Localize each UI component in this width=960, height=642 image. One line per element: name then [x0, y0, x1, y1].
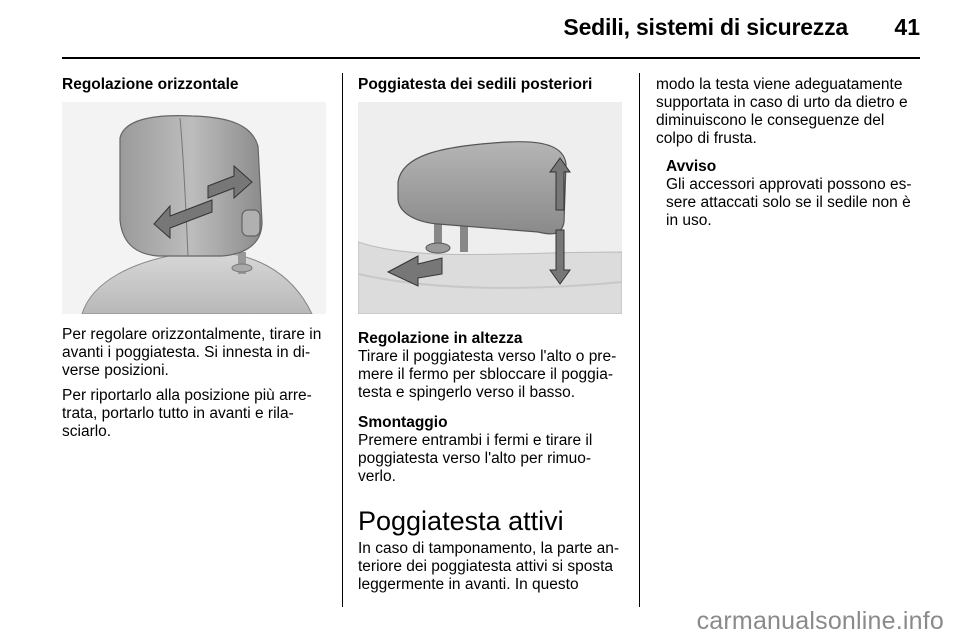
headrest-horizontal-illustration: [62, 102, 326, 314]
header-rule: [62, 57, 920, 59]
notice-text: Gli accessori approvati possono es- sere attaccati solo se il sedile non è in uso.: [666, 176, 912, 229]
paragraph-horizontal-1: Per regolare orizzontalmente, tirare in avanti i poggiatesta. Si innesta in di- verse posizioni.: [62, 326, 322, 379]
paragraph-active: In caso di tamponamento, la parte an- teriore dei poggiatesta attivi si sposta leggermente in avanti. In questo: [358, 540, 620, 593]
notice-title: Avviso: [666, 158, 717, 175]
paragraph-removal: Premere entrambi i fermi e tirare il poggiatesta verso l'alto per rimuo- verlo.: [358, 432, 593, 485]
header-title: Sedili, sistemi di sicurezza: [563, 14, 848, 40]
notice-box: [656, 158, 924, 230]
column-divider-1: [342, 73, 343, 607]
column-3: [656, 76, 924, 230]
section-heading-rear-headrests: Poggiatesta dei sedili posteriori: [358, 76, 593, 93]
watermark: carmanualsonline.info: [696, 607, 944, 635]
rear-headrest-illustration: [358, 102, 622, 314]
column-divider-2: [639, 73, 640, 607]
column-2: [358, 76, 624, 594]
sub-heading-removal: Smontaggio: [358, 414, 448, 431]
paragraph-height: Tirare il poggiatesta verso l'alto o pre- mere il fermo per sbloccare il poggia- testa e spingerlo verso il basso.: [358, 348, 617, 401]
section-heading-active-headrests: Poggiatesta attivi: [358, 506, 564, 536]
page-number: 41: [894, 14, 920, 40]
column-1: [62, 76, 328, 441]
sub-heading-height: Regolazione in altezza: [358, 330, 523, 347]
section-heading-horizontal: Regolazione orizzontale: [62, 76, 239, 93]
paragraph-continued: modo la testa viene adeguatamente supportata in caso di urto da dietro e diminuiscono le conseguenze del colpo di frusta.: [656, 76, 908, 147]
paragraph-horizontal-2: Per riportarlo alla posizione più arre- trata, portarlo tutto in avanti e rila- sciarlo.: [62, 387, 312, 440]
